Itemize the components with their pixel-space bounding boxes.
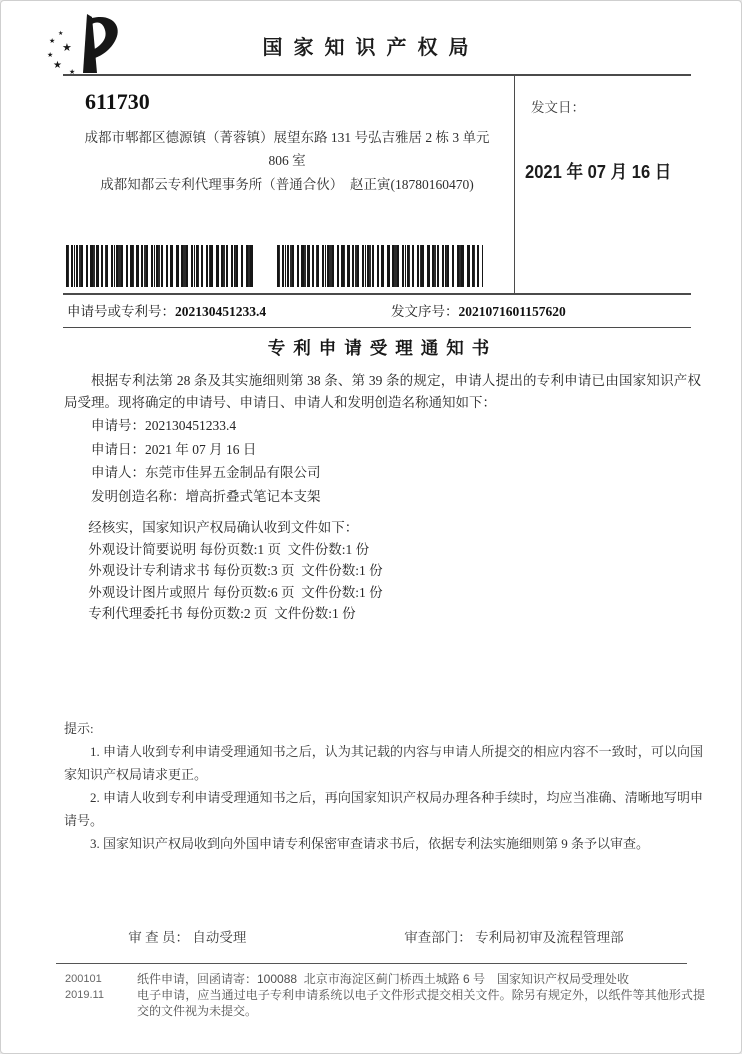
field-applicant: 申请人：东莞市佳昇五金制品有限公司 [91,465,321,480]
application-number-label: 申请号或专利号： [67,304,175,319]
notice-title: 专利申请受理通知书 [267,338,498,358]
footer-divider [56,963,687,964]
footer-paper-note: 纸件申请，回函请寄：100088 北京市海淀区蓟门桥西土城路 6 号 国家知识产权局受理处收 [137,972,630,986]
examining-department [384,910,624,962]
address-line-1: 成都市郫都区德源镇（菁蓉镇）展望东路 131 号弘吉雅居 2 栋 3 单元 [84,130,490,145]
form-code: 2019.11 [65,989,104,1001]
examiner [108,910,246,962]
notice-body [64,335,701,625]
tip-item: 1. 申请人收到专利申请受理通知书之后，认为其记载的内容与申请人所提交的相应内容不一致时，可以向国家知识产权局请求更正。 [64,744,703,782]
received-item: 专利代理委托书 每份页数:2 页 文件份数:1 份 [88,606,356,621]
footer-electronic-note: 电子申请，应当通过电子专利申请系统以电子文件形式提交相关文件。除另有规定外，以纸件等其他形式提交的文件视为未提交。 [137,988,705,1018]
issue-date-label: 发文日： [531,100,585,115]
svg-text:★: ★ [62,42,72,54]
serial-number [391,300,566,320]
barcode-left [66,245,255,287]
issue-date-value: 2021 年 07 月 16 日 [525,162,672,182]
svg-text:★: ★ [49,37,56,45]
notice-intro: 根据专利法第 28 条及其实施细则第 38 条、第 39 条的规定，申请人提出的专利申请已由国家知识产权局受理。现将确定的申请号、申请日、申请人和发明创造名称通知如下： [64,373,701,410]
tip-item: 3. 国家知识产权局收到向外国申请专利保密审查请求书后，依据专利法实施细则第 9 条予以审查。 [90,836,650,851]
form-version-codes [65,971,131,1003]
footer-notes [137,971,705,1019]
received-documents [64,517,701,625]
received-item: 外观设计简要说明 每份页数:1 页 文件份数:1 份 [88,541,370,557]
svg-text:★: ★ [69,68,76,76]
examiner-label: 审 查 员： [128,930,193,945]
svg-text:★: ★ [47,51,54,59]
agency-line: 成都知都云专利代理事务所（普通合伙） 赵正寅(18780160470) [100,177,474,192]
application-number [67,300,266,320]
issue-date-pane [514,76,692,293]
field-application-date: 申请日：2021 年 07 月 16 日 [91,441,257,457]
tips-section [64,717,703,855]
received-item: 外观设计专利请求书 每份页数:3 页 文件份数:1 份 [88,563,383,578]
examiner-value: 自动受理 [192,930,247,945]
org-title: 国家知识产权局 [262,37,480,59]
barcode-right [277,245,483,287]
serial-number-value: 2021071601157620 [458,304,566,319]
tip-item: 2. 申请人收到专利申请受理通知书之后，再向国家知识产权局办理各种手续时，均应当准确、清晰地写明申请号。 [64,790,703,828]
postal-code: 611730 [85,89,150,114]
address-line-2: 806 室 [268,153,306,168]
department-value: 专利局初审及流程管理部 [475,930,624,945]
department-label: 审查部门： [404,930,476,945]
received-intro: 经核实，国家知识产权局确认收到文件如下： [88,520,359,535]
field-invention-title: 发明创造名称：增高折叠式笔记本支架 [91,488,321,504]
svg-text:★: ★ [53,60,62,71]
tips-label: 提示: [64,721,94,736]
recipient-pane [63,76,514,293]
application-number-value: 202130451233.4 [175,304,267,319]
svg-text:★: ★ [58,31,64,37]
divider-line [63,327,691,328]
serial-number-label: 发文序号： [391,304,459,319]
recipient-address [67,126,507,196]
field-application-number: 申请号：202130451233.4 [91,418,237,433]
received-item: 外观设计图片或照片 每份页数:6 页 文件份数:1 份 [88,584,383,600]
form-code: 200101 [65,973,102,985]
recipient-issue-box [63,74,691,295]
